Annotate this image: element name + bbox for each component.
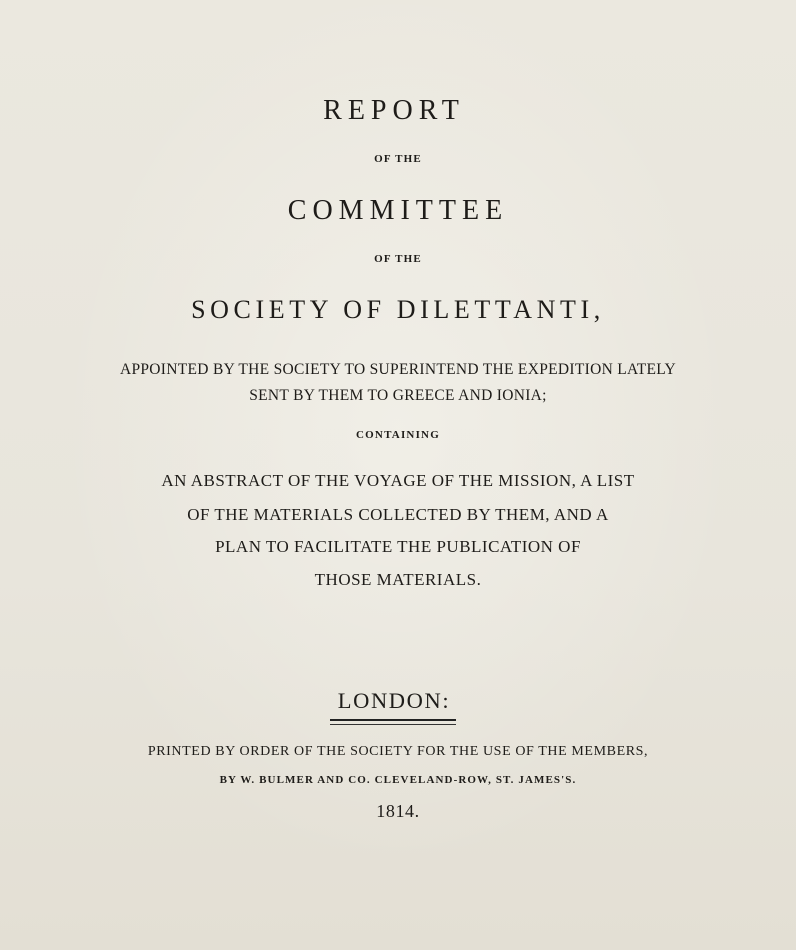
london-imprint: LONDON: xyxy=(337,688,451,713)
abstract-line-3: PLAN TO FACILITATE THE PUBLICATION OF xyxy=(215,537,581,556)
publication-year: 1814. xyxy=(376,801,420,821)
report-heading: REPORT xyxy=(323,95,465,126)
double-rule-thick xyxy=(330,719,456,721)
appointed-line-1: APPOINTED BY THE SOCIETY TO SUPERINTEND THE EXPEDITION LATELY xyxy=(119,361,677,378)
of-the-first: OF THE xyxy=(374,153,422,165)
abstract-line-2: OF THE MATERIALS COLLECTED BY THEM, AND A xyxy=(187,505,609,524)
double-rule-thin xyxy=(330,724,456,725)
abstract-line-4: THOSE MATERIALS. xyxy=(314,570,482,589)
abstract-line-1: AN ABSTRACT OF THE VOYAGE OF THE MISSION, A LIST xyxy=(161,471,635,490)
society-heading: SOCIETY OF DILETTANTI, xyxy=(191,295,605,324)
containing-label: CONTAINING xyxy=(356,429,440,441)
printer-address-line: BY W. BULMER AND CO. CLEVELAND-ROW, ST. JAMES'S. xyxy=(219,774,577,786)
appointed-line-2: SENT BY THEM TO GREECE AND IONIA; xyxy=(249,387,547,404)
committee-heading: COMMITTEE xyxy=(287,195,509,226)
printed-by-line: PRINTED BY ORDER OF THE SOCIETY FOR THE USE OF THE MEMBERS, xyxy=(147,744,649,759)
of-the-second: OF THE xyxy=(374,253,422,265)
